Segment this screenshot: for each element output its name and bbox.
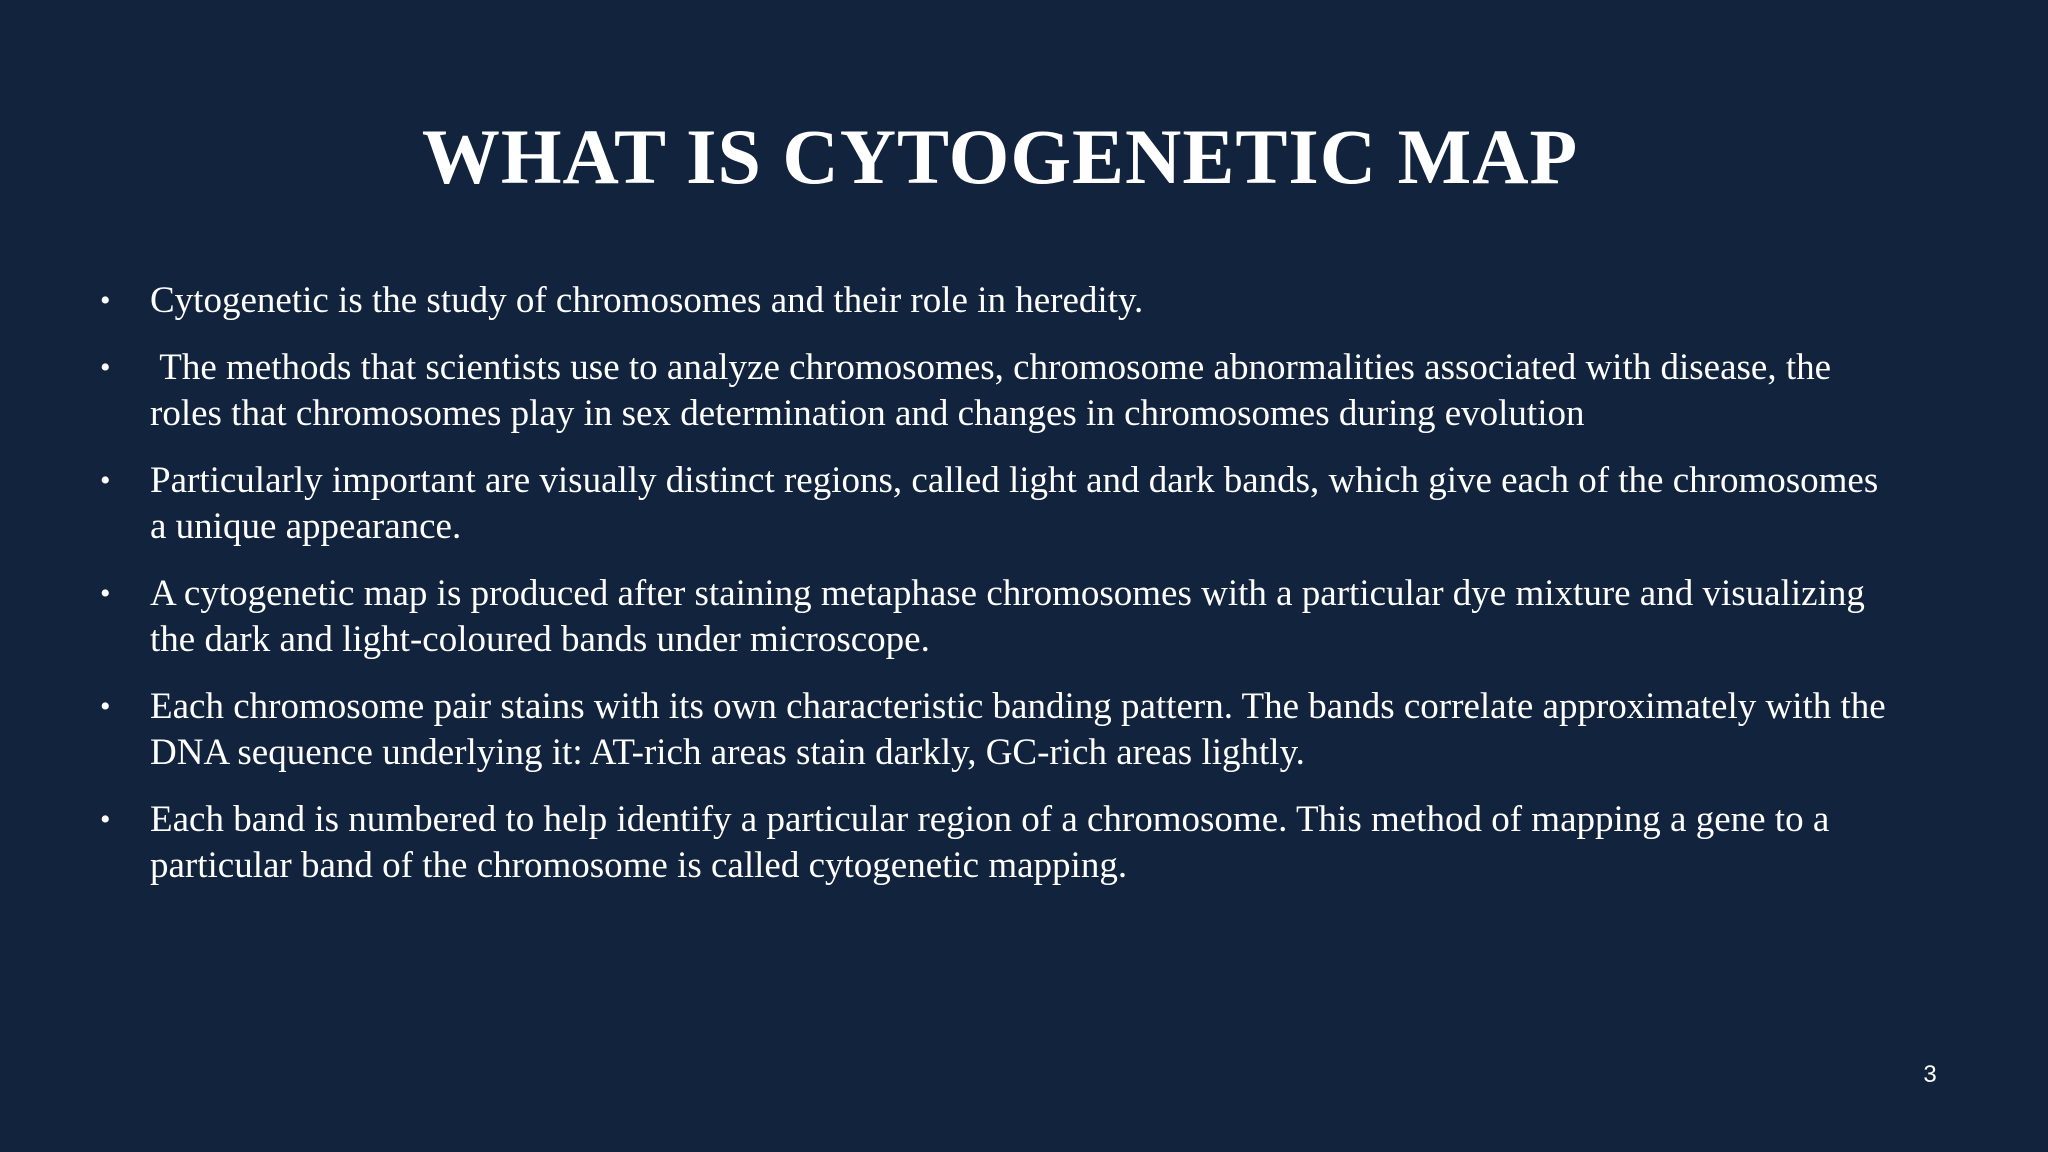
bullet-list (100, 278, 1900, 910)
bullet-icon: • (100, 351, 111, 384)
bullet-text: Cytogenetic is the study of chromosomes and their role in heredity. (150, 280, 1144, 321)
bullet-text: Each chromosome pair stains with its own characteristic banding pattern. The bands correlate approximately with the DNA sequence underlying it: AT-rich areas stain darkly, GC-rich areas lightly. (150, 686, 1886, 773)
bullet-icon: • (100, 577, 111, 610)
slide-title: WHAT IS CYTOGENETIC MAP (421, 113, 1579, 200)
bullet-icon: • (100, 803, 111, 836)
bullet-icon: • (100, 690, 111, 723)
bullet-icon: • (100, 464, 111, 497)
page-number: 3 (1923, 1061, 1937, 1088)
bullet-item (100, 571, 1900, 663)
bullet-text: Particularly important are visually distinct regions, called light and dark bands, which give each of the chromosomes a unique appearance. (150, 460, 1879, 547)
bullet-icon: • (100, 284, 111, 317)
bullet-item (100, 278, 1900, 324)
bullet-item (100, 684, 1900, 776)
bullet-item (100, 345, 1900, 437)
bullet-text: A cytogenetic map is produced after staining metaphase chromosomes with a particular dye mixture and visualizing the dark and light-coloured bands under microscope. (150, 573, 1865, 660)
bullet-text: The methods that scientists use to analyze chromosomes, chromosome abnormalities associated with disease, the roles that chromosomes play in sex determination and changes in chromosomes during evolution (150, 347, 1841, 434)
bullet-item (100, 797, 1900, 889)
bullet-text: Each band is numbered to help identify a particular region of a chromosome. This method of mapping a gene to a particular band of the chromosome is called cytogenetic mapping. (150, 799, 1830, 886)
bullet-item (100, 458, 1900, 550)
